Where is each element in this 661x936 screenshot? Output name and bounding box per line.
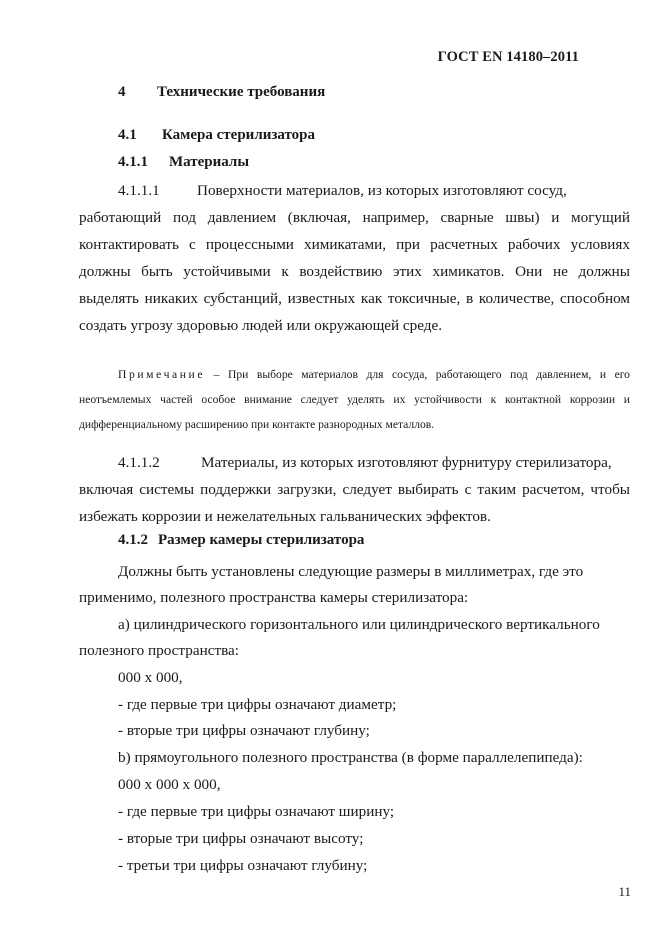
section-4-1-1-title: Материалы	[169, 154, 250, 170]
page-number: 11	[618, 884, 631, 899]
note-dash: –	[213, 368, 220, 381]
item-a-body: полезного пространства:	[79, 642, 240, 659]
note-text: При выборе материалов для сосуда, работающего под давлением, и его неотъемлемых частей особое внимание следует уделять их устойчивости к контактной коррозии и дифференциальному расширению при контакте разнородных металлов.	[79, 368, 630, 431]
list-line-depth: - вторые три цифры означают глубину;	[118, 722, 370, 739]
sizes-para-body: применимо, полезного пространства камеры стерилизатора:	[79, 589, 469, 606]
section-4-1-number: 4.1	[118, 127, 137, 143]
list-line-depth-rect: - третьи три цифры означают глубину;	[118, 857, 368, 874]
list-line-diameter: - где первые три цифры означают диаметр;	[118, 696, 397, 713]
section-4-1-2-title: Размер камеры стерилизатора	[158, 532, 365, 548]
para-4-1-1-2-number: 4.1.1.2	[118, 454, 160, 471]
list-line-diameter-format: 000 х 000,	[118, 669, 183, 686]
para-4-1-1-1-body: работающий под давлением (включая, например, сварные швы) и могущий контактировать с процессными химикатами, при расчетных рабочих условиях должны быть устойчивыми к воздействию этих химикатов. Они не должны выделять никаких субстанций, известных как токсичные, в количестве, способном создать угрозу здоровью людей или окружающей среде.	[79, 209, 630, 334]
document-code: ГОСТ EN 14180–2011	[437, 49, 579, 65]
note-label: Примечание	[118, 368, 206, 381]
sizes-para-first-line: Должны быть установлены следующие размеры в миллиметрах, где это	[118, 563, 584, 580]
para-4-1-1-2-first-line: Материалы, из которых изготовляют фурнитуру стерилизатора,	[201, 454, 612, 471]
section-4-number: 4	[118, 84, 126, 100]
para-4-1-1-1-number: 4.1.1.1	[118, 182, 160, 199]
para-4-1-1-2-body: включая системы поддержки загрузки, следует выбирать с таким расчетом, чтобы избежать коррозии и нежелательных гальванических эффектов.	[79, 481, 630, 525]
item-b-line: b) прямоугольного полезного пространства (в форме параллелепипеда):	[118, 749, 583, 766]
section-4-title: Технические требования	[157, 84, 326, 100]
note	[79, 362, 630, 437]
list-line-rect-format: 000 х 000 х 000,	[118, 776, 221, 793]
item-a-first-line: а) цилиндрического горизонтального или цилиндрического вертикального	[118, 616, 600, 633]
list-line-width: - где первые три цифры означают ширину;	[118, 803, 395, 820]
section-4-1-2-number: 4.1.2	[118, 532, 148, 548]
para-4-1-1-1-first-line: Поверхности материалов, из которых изготовляют сосуд,	[197, 182, 567, 199]
section-4-1-1-number: 4.1.1	[118, 154, 148, 170]
list-line-height: - вторые три цифры означают высоту;	[118, 830, 364, 847]
section-4-1-title: Камера стерилизатора	[162, 127, 316, 143]
